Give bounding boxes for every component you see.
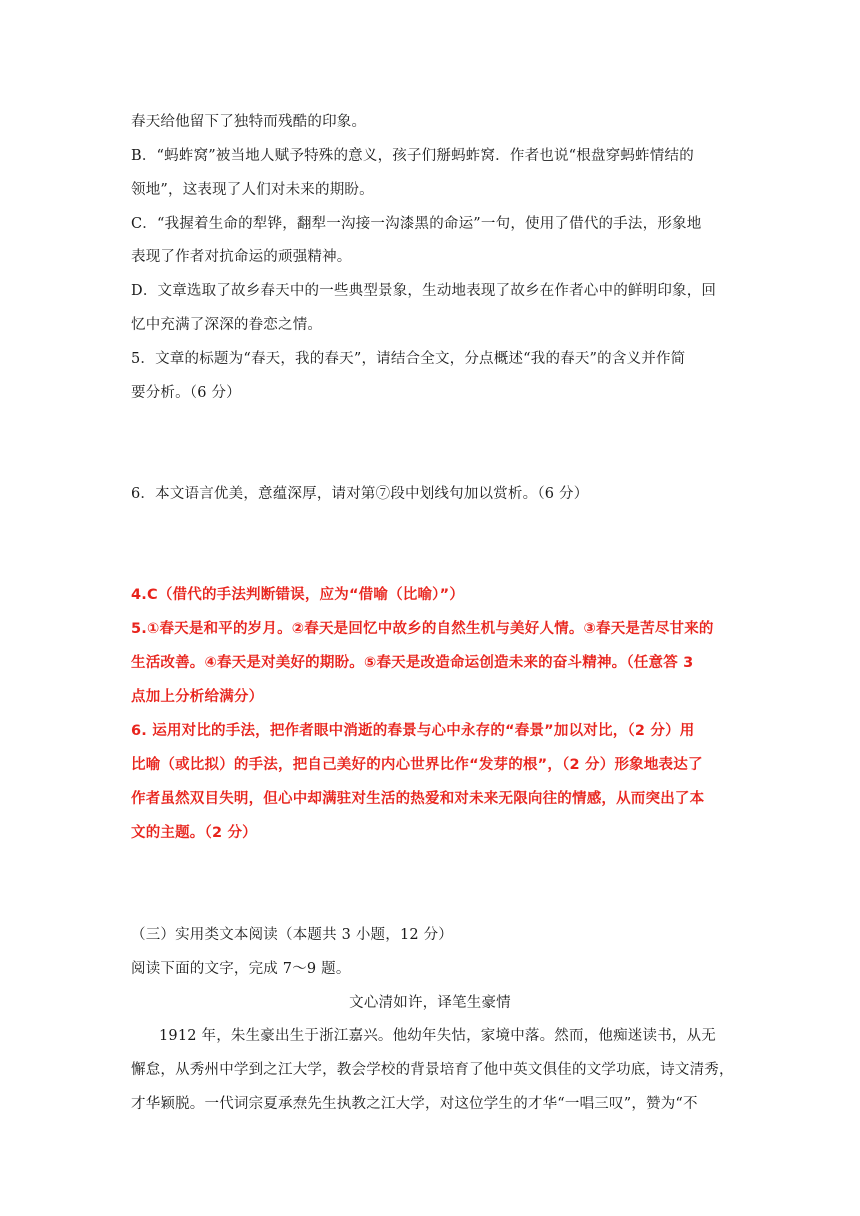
article-paragraph-line-1: 1912 年，朱生豪出生于浙江嘉兴。他幼年失怙，家境中落。然而，他痴迷读书，从无 <box>159 1028 717 1044</box>
article-paragraph-line-2: 懈怠，从秀州中学到之江大学，教会学校的背景培育了他中英文俱佳的文学功底，诗文清秀， <box>131 1062 734 1078</box>
article-title: 文心清如许，译笔生豪情 <box>349 995 511 1011</box>
section-instruction: 阅读下面的文字，完成 7～9 题。 <box>131 961 351 977</box>
option-a-continuation: 春天给他留下了独特而残酷的印象。 <box>131 114 367 130</box>
option-d-line-2: 忆中充满了深深的眷恋之情。 <box>131 317 323 333</box>
question-5-line-1: 5．文章的标题为“春天，我的春天”，请结合全文，分点概述“我的春天”的含义并作简 <box>131 351 686 367</box>
answer-4: 4.C（借代的手法判断错误，应为“借喻（比喻）”） <box>131 587 465 603</box>
question-6: 6．本文语言优美，意蕴深厚，请对第⑦段中划线句加以赏析。（6 分） <box>131 486 589 502</box>
option-b-line-1: B．“蚂蚱窝”被当地人赋予特殊的意义，孩子们掰蚂蚱窝．作者也说“根盘穿蚂蚱情结的 <box>131 148 694 164</box>
article-paragraph-line-3: 才华颖脱。一代词宗夏承焘先生执教之江大学，对这位学生的才华“一唱三叹”，赞为“不 <box>131 1096 698 1112</box>
answer-5-line-3: 点加上分析给满分） <box>131 689 264 705</box>
option-d-line-1: D．文章选取了故乡春天中的一些典型景象，生动地表现了故乡在作者心中的鲜明印象，回 <box>131 283 717 299</box>
section-heading: （三）实用类文本阅读（本题共 3 小题，12 分） <box>131 927 454 943</box>
answer-5-line-1: 5.①春天是和平的岁月。②春天是回忆中故乡的自然生机与美好人情。③春天是苦尽甘来的 <box>131 621 714 637</box>
option-c-line-1: C．“我握着生命的犁铧，翻犁一沟接一沟漆黑的命运”一句，使用了借代的手法，形象地 <box>131 216 702 232</box>
answer-6-line-2: 比喻（或比拟）的手法，把自己美好的内心世界比作“发芽的根”，（2 分）形象地表达了 <box>131 757 703 773</box>
question-5-line-2: 要分析。（6 分） <box>131 385 241 401</box>
answer-6-line-1: 6. 运用对比的手法，把作者眼中消逝的春景与心中永存的“春景”加以对比，（2 分）用 <box>131 723 695 739</box>
answer-6-line-3: 作者虽然双目失明，但心中却满驻对生活的热爱和对未来无限向往的情感，从而突出了本 <box>131 791 705 807</box>
answer-5-line-2: 生活改善。④春天是对美好的期盼。⑤春天是改造命运创造未来的奋斗精神。（任意答 3 <box>131 655 694 671</box>
answer-6-line-4: 文的主题。（2 分） <box>131 825 257 841</box>
option-b-line-2: 领地”，这表现了人们对未来的期盼。 <box>131 182 374 198</box>
option-c-line-2: 表现了作者对抗命运的顽强精神。 <box>131 249 352 265</box>
